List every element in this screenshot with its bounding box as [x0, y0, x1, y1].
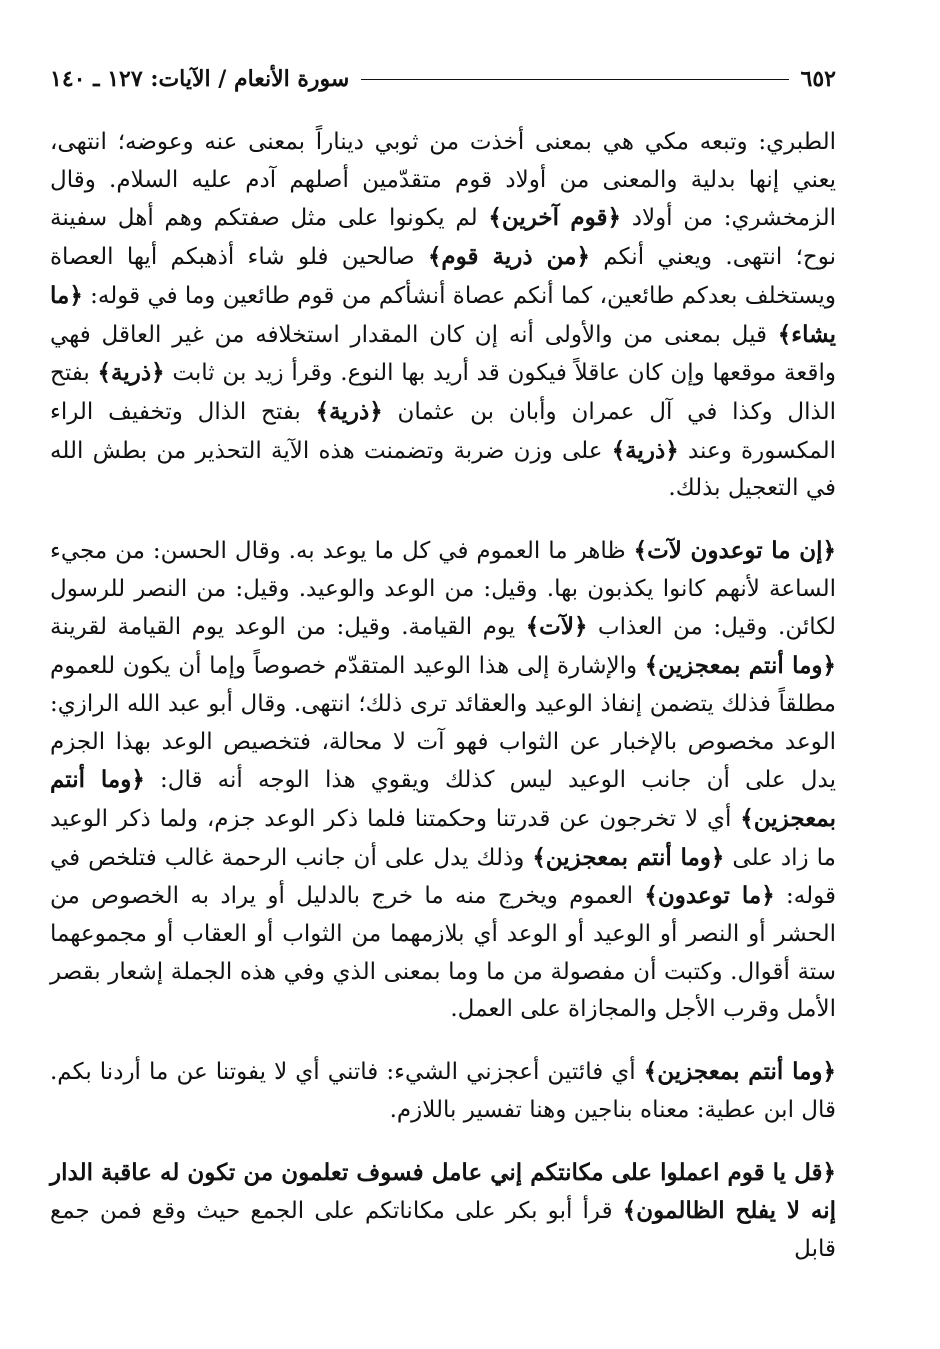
quran-quote: ﴿وما أنتم بمعجزين﴾ [644, 652, 836, 680]
paragraph: ﴿قل يا قوم اعملوا على مكانتكم إني عامل فسوف تعلمون من تكون له عاقبة الدار إنه لا يفلح الظالمون﴾ قرأ أبو بكر على مكاناتكم على الجمع حيث وقع فمن جمع قابل [50, 1158, 836, 1262]
quran-quote: ﴿قل يا قوم اعملوا على مكانتكم إني عامل فسوف تعلمون من تكون له عاقبة الدار إنه لا يفلح الظالمون﴾ [50, 1158, 836, 1225]
quran-quote: ﴿من ذرية قوم﴾ [427, 243, 590, 271]
paragraph: ﴿إن ما توعدون لآت﴾ ظاهر ما العموم في كل ما يوعد به. وقال الحسن: من مجيء الساعة لأنهم كانوا يكذبون بها. وقيل: من الوعد والوعيد. وقيل: من النصر للرسول لكائن. وقيل: من العذاب ﴿لآت﴾ يوم القيامة. وقيل: من الوعد يوم القيامة لقرينة ﴿وما أنتم بمعجزين﴾ والإشارة إلى هذا الوعيد المتقدّم خصوصاً وإما أن يكون للعموم مطلقاً فذلك يتضمن إنفاذ الوعيد والعقائد ترى ذلك؛ انتهى. وقال أبو عبد الله الرازي: الوعد مخصوص بالإخبار عن الثواب فهو آت لا محالة، فتخصيص الوعد بهذا الجزم يدل على أن جانب الوعيد ليس كذلك ويقوي هذا الوجه أنه قال: ﴿وما أنتم بمعجزين﴾ أي لا تخرجون عن قدرتنا وحكمتنا فلما ذكر الوعد جزم، ولما ذكر الوعيد ما زاد على ﴿وما أنتم بمعجزين﴾ وذلك يدل على أن جانب الرحمة غالب فتلخص في قوله: ﴿ما توعدون﴾ العموم ويخرج منه ما خرج بالدليل أو يراد به الخصوص من الحشر أو النصر أو الوعيد أو الوعد أي بلازمهما من الثواب أو العقاب أو مجموعهما ستة أقوال. وكتبت أن مفصولة من ما وما بمعنى الذي وفي هذه الجملة إشعار بقصر الأمل وقرب الأجل والمجازاة على العمل. [50, 537, 836, 1023]
quran-quote: ﴿ذرية﴾ [315, 397, 383, 425]
paragraph: ﴿وما أنتم بمعجزين﴾ أي فائتين أعجزني الشيء: فاتني أي لا يفوتنا عن ما أردنا بكم. قال ابن عطية: معناه بناجين وهنا تفسير باللازم. [50, 1058, 837, 1123]
quran-quote: ﴿وما أنتم بمعجزين﴾ [643, 1058, 837, 1086]
page-header [50, 62, 836, 96]
quran-quote: ﴿ما يشاء﴾ [50, 281, 836, 348]
page-body [50, 124, 836, 1269]
quran-quote: ﴿ذرية﴾ [97, 359, 165, 387]
quran-quote: ﴿إن ما توعدون لآت﴾ [633, 537, 836, 565]
quran-quote: ﴿قوم آخرين﴾ [488, 204, 622, 232]
quran-quote: ﴿ذرية﴾ [611, 436, 679, 464]
running-title: سورة الأنعام / الآيات: ١٢٧ ـ ١٤٠ [50, 66, 350, 92]
quran-quote: ﴿وما أنتم بمعجزين﴾ [50, 766, 836, 832]
quran-quote: ﴿لآت﴾ [525, 613, 588, 641]
page-number: ٦٥٢ [800, 66, 836, 92]
quran-quote: ﴿ما توعدون﴾ [644, 882, 775, 910]
header-rule [361, 79, 788, 80]
book-page [50, 62, 836, 1269]
quran-quote: ﴿وما أنتم بمعجزين﴾ [532, 843, 725, 871]
paragraph: الطبري: وتبعه مكي هي بمعنى أخذت من ثوبي ديناراً بمعنى عنه وعوضه؛ انتهى، يعني إنها بدلية والمعنى من أولاد قوم متقدّمين أصلهم آدم عليه السلام. وقال الزمخشري: من أولاد ﴿قوم آخرين﴾ لم يكونوا على مثل صفتكم وهم أهل سفينة نوح؛ انتهى. ويعني أنكم ﴿من ذرية قوم﴾ صالحين فلو شاء أذهبكم أيها العصاة ويستخلف بعدكم طائعين، كما أنكم عصاة أنشأكم من قوم طائعين وما في قوله: ﴿ما يشاء﴾ قيل بمعنى من والأولى أنه إن كان المقدار استخلافه من غير العاقل فهي واقعة موقعها وإن كان عاقلاً فيكون قد أريد بها النوع. وقرأ زيد بن ثابت ﴿ذرية﴾ بفتح الذال وكذا في آل عمران وأبان بن عثمان ﴿ذرية﴾ بفتح الذال وتخفيف الراء المكسورة وعند ﴿ذرية﴾ على وزن ضربة وتضمنت هذه الآية التحذير من بطش الله في التعجيل بذلك. [50, 129, 837, 502]
